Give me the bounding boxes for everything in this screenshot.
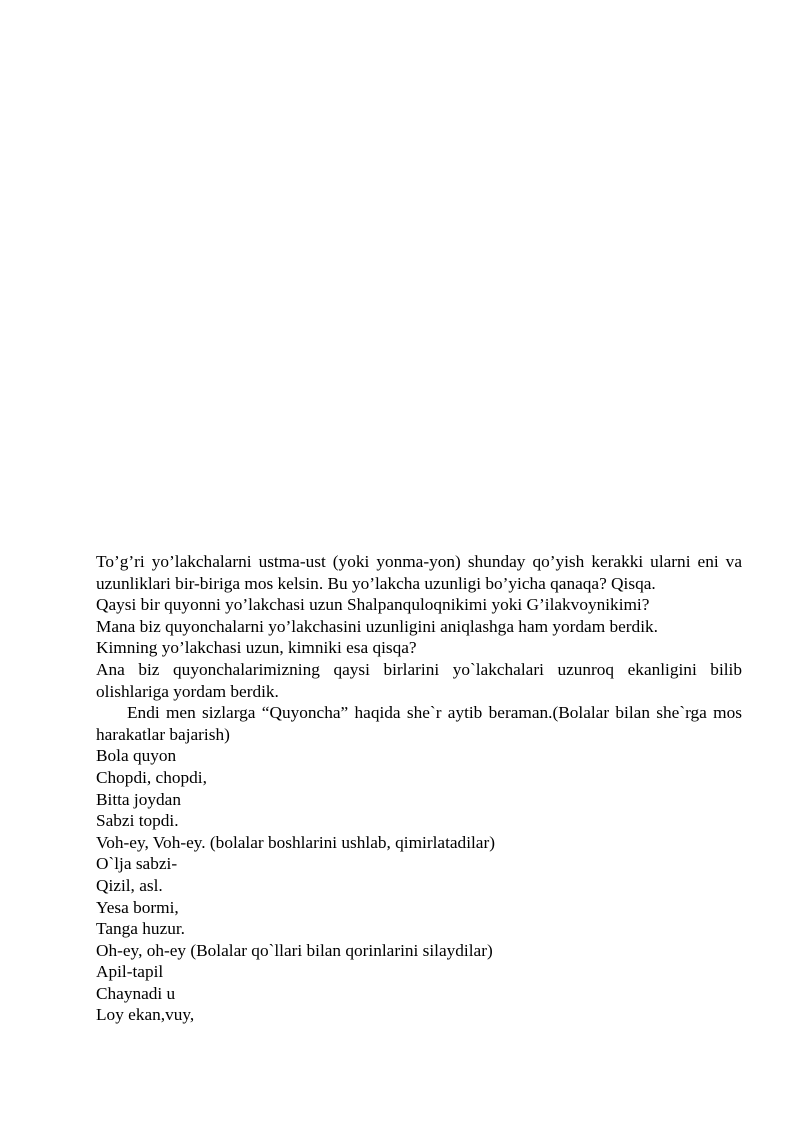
poem-line: Bola quyon [96, 746, 177, 766]
poem-line: Voh-ey, Voh-ey. (bolalar boshlarini ushlab, qimirlatadilar) [96, 832, 495, 852]
poem-line: Apil-tapil [96, 962, 164, 982]
paragraph-we-helped: Mana biz quyonchalarni yo’lakchasini uzunligini aniqlashga ham yordam berdik. [96, 616, 658, 636]
poem-line: Chaynadi u [96, 983, 176, 1003]
poem-line: Qizil, asl. [96, 875, 163, 895]
poem-line: O`lja sabzi- [96, 854, 178, 874]
paragraph-helped-find-longer: Ana biz quyonchalarimizning qaysi birlarini yo`lakchalari uzunroq ekanligini bilib olishlariga yordam berdik. [96, 659, 742, 701]
poem-line: Tanga huzur. [96, 919, 186, 939]
poem-line: Bitta joydan [96, 789, 181, 809]
poem-line: Oh-ey, oh-ey (Bolalar qo`llari bilan qorinlarini silaydilar) [96, 940, 493, 960]
paragraph-whose-lane: Kimning yo’lakchasi uzun, kimniki esa qisqa? [96, 638, 417, 658]
paragraph-poem-intro: Endi men sizlarga “Quyoncha” haqida she`r aytib beraman.(Bolalar bilan she`rga mos harakatlar bajarish) [96, 703, 742, 744]
paragraph-lanes-arrangement: To’g’ri yo’lakchalarni ustma-ust (yoki yonma-yon) shunday qo’yish kerakki ularni eni va uzunliklari bir-biriga mos kelsin. Bu yo’lakcha uzunligi bo’yicha qanaqa? Qisqa. [96, 552, 742, 593]
poem-line: Yesa bormi, [96, 897, 179, 917]
paragraph-which-rabbit: Qaysi bir quyonni yo’lakchasi uzun Shalpanquloqnikimi yoki G’ilakvoynikimi? [96, 595, 650, 615]
poem-line: Chopdi, chopdi, [96, 767, 207, 787]
document-body [96, 551, 742, 1026]
poem-line: Sabzi topdi. [96, 811, 179, 831]
poem-line: Loy ekan,vuy, [96, 1005, 195, 1025]
